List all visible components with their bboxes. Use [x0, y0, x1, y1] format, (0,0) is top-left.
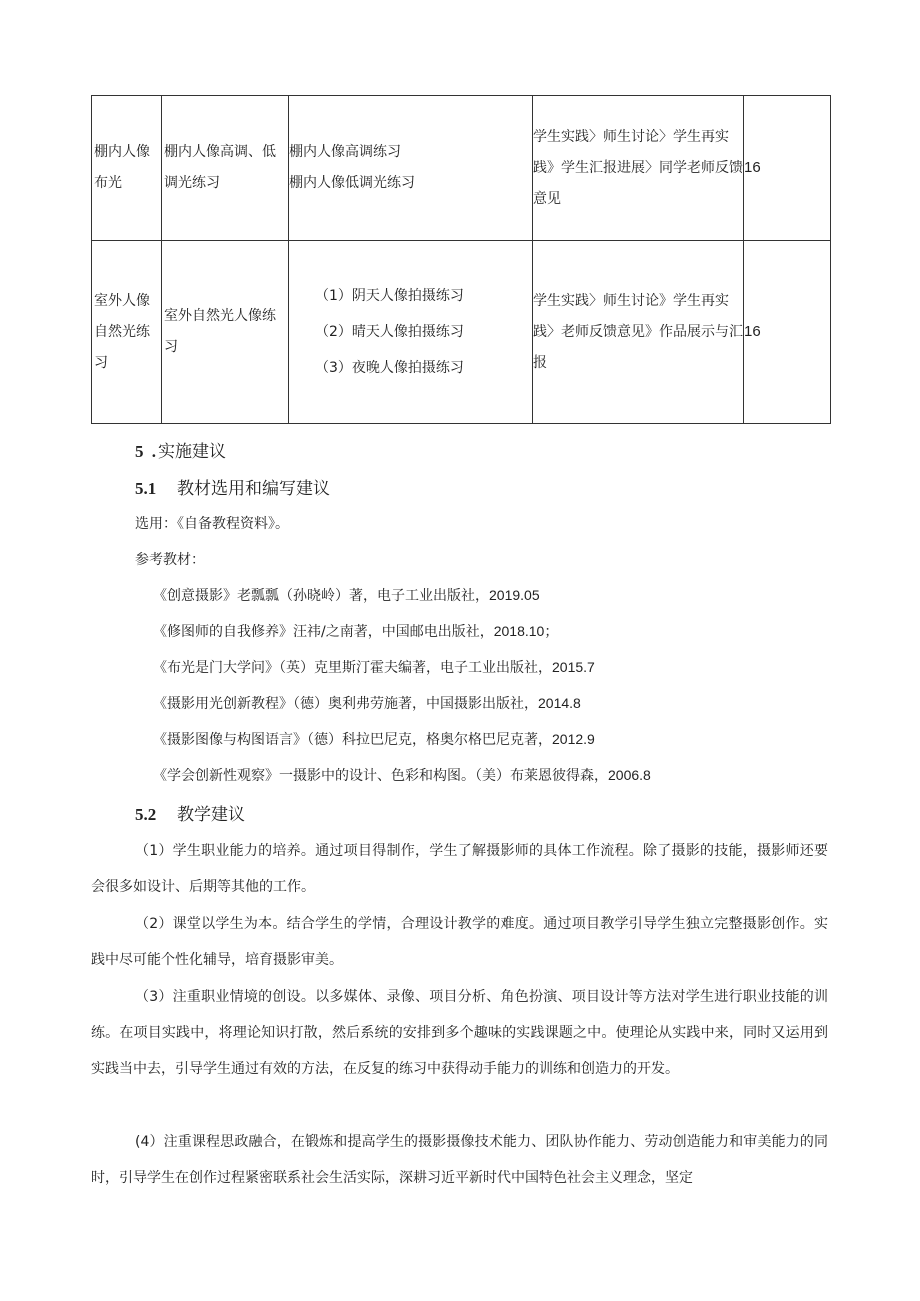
teaching-paragraph: (4）注重课程思政融合，在锻炼和提高学生的摄影摄像技术能力、团队协作能力、劳动创造能力和审美能力的同时，引导学生在创作过程紧密联系社会生活实际，深耕习近平新时代中国特色社会主义理念，坚定: [91, 1134, 828, 1186]
section-5-heading: 5 .实施建议: [135, 442, 226, 462]
reference-label: 参考教材：: [135, 552, 205, 568]
section-5-1-heading: 5.1 教材选用和编写建议: [135, 479, 330, 499]
exercise-item: （1）阴天人像拍摄练习: [315, 288, 464, 304]
section-5-2-heading: 5.2 教学建议: [135, 805, 245, 825]
method-cell: 学生实践〉师生讨论》学生再实践〉老师反馈意见》作品展示与汇报: [533, 241, 744, 424]
teaching-paragraph: （1）学生职业能力的培养。通过项目得制作，学生了解摄影师的具体工作流程。除了摄影的技能，摄影师还要会很多如设计、后期等其他的工作。: [91, 843, 828, 895]
reference-item: 《学会创新性观察》一摄影中的设计、色彩和构图。（美）布莱恩彼得森，2006.8: [153, 767, 651, 784]
reference-item: 《创意摄影》老瓢瓢（孙晓岭）著，电子工业出版社，2019.05: [153, 587, 540, 604]
reference-item: 《布光是门大学问》（英）克里斯汀霍夫编著，电子工业出版社，2015.7: [153, 659, 595, 676]
exercises-cell: [289, 96, 533, 241]
method-cell: 学生实践〉师生讨论〉学生再实践》学生汇报进展〉同学老师反馈意见: [533, 96, 744, 241]
content-cell: 棚内人像高调、低调光练习: [162, 96, 289, 241]
teaching-paragraph: （2）课堂以学生为本。结合学生的学情，合理设计教学的难度。通过项目教学引导学生独立完整摄影创作。实践中尽可能个性化辅导，培育摄影审美。: [91, 916, 828, 968]
topic-cell: 棚内人像布光: [92, 96, 162, 241]
hours-cell: 16: [744, 96, 831, 241]
exercise-item: 棚内人像高调练习: [289, 144, 401, 160]
reference-item: 《修图师的自我修养》汪祎/之南著，中国邮电出版社，2018.10；: [153, 623, 559, 640]
exercise-item: （3）夜晚人像拍摄练习: [315, 360, 464, 376]
table-row: [92, 96, 831, 241]
table-row: [92, 241, 831, 424]
exercise-item: 棚内人像低调光练习: [289, 175, 415, 191]
hours-cell: 16: [744, 241, 831, 424]
reference-item: 《摄影图像与构图语言》（德）科拉巴尼克，格奥尔格巴尼克著，2012.9: [153, 731, 595, 748]
teaching-paragraph: （3）注重职业情境的创设。以多媒体、录像、项目分析、角色扮演、项目设计等方法对学生进行职业技能的训练。在项目实践中，将理论知识打散，然后系统的安排到多个趣味的实践课题之中。使理论从实践中来，同时又运用到实践当中去，引导学生通过有效的方法，在反复的练习中获得动手能力的训练和创造力的开发。: [91, 989, 828, 1077]
exercises-cell: [289, 241, 533, 424]
textbook-selection: 选用：《自备教程资料》。: [135, 516, 289, 532]
reference-item: 《摄影用光创新教程》（德）奥利弗劳施著，中国摄影出版社，2014.8: [153, 695, 581, 712]
topic-cell: 室外人像自然光练习: [92, 241, 162, 424]
exercise-item: （2）晴天人像拍摄练习: [315, 324, 464, 340]
course-plan-table: [91, 95, 831, 424]
content-cell: 室外自然光人像练习: [162, 241, 289, 424]
